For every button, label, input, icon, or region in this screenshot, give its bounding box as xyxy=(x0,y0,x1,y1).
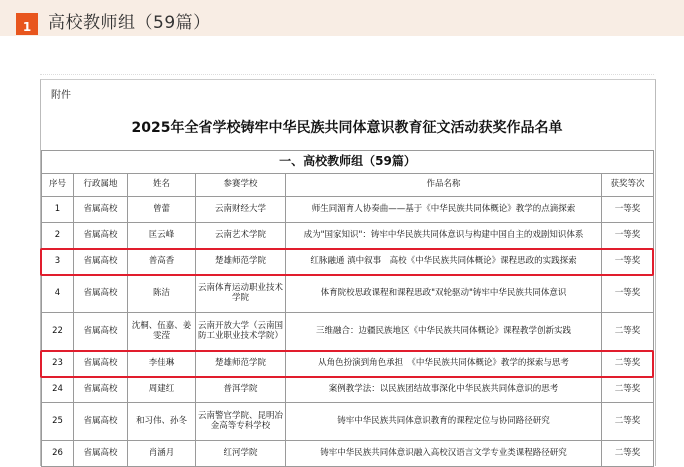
row-school: 红河学院 xyxy=(196,441,286,467)
header-work: 作品名称 xyxy=(286,174,602,197)
row-region: 省属高校 xyxy=(74,275,128,313)
row-award: 二等奖 xyxy=(602,313,654,351)
awards-table xyxy=(41,150,654,467)
row-award: 二等奖 xyxy=(602,441,654,467)
row-school: 普洱学院 xyxy=(196,377,286,403)
row-region: 省属高校 xyxy=(74,377,128,403)
row-name: 普高香 xyxy=(128,249,196,275)
group-title: 一、高校教师组（59篇） xyxy=(42,151,654,174)
row-award: 一等奖 xyxy=(602,249,654,275)
row-no: 25 xyxy=(42,403,74,441)
row-award: 二等奖 xyxy=(602,403,654,441)
row-school: 楚雄师范学院 xyxy=(196,351,286,377)
row-school: 云南艺术学院 xyxy=(196,223,286,249)
row-school: 云南体育运动职业技术学院 xyxy=(196,275,286,313)
header-school: 参赛学校 xyxy=(196,174,286,197)
row-name: 陈洁 xyxy=(128,275,196,313)
row-work: 从角色扮演到角色承担 《中华民族共同体概论》教学的探索与思考 xyxy=(286,351,602,377)
row-no: 22 xyxy=(42,313,74,351)
row-name: 匡云峰 xyxy=(128,223,196,249)
row-school: 楚雄师范学院 xyxy=(196,249,286,275)
row-name: 周建红 xyxy=(128,377,196,403)
row-award: 二等奖 xyxy=(602,351,654,377)
row-name: 沈桐、伍嘉、姜雯滢 xyxy=(128,313,196,351)
row-region: 省属高校 xyxy=(74,223,128,249)
row-award: 二等奖 xyxy=(602,377,654,403)
table-header-row xyxy=(42,174,654,197)
row-work: 三维融合：边疆民族地区《中华民族共同体概论》课程教学创新实践 xyxy=(286,313,602,351)
row-work: 铸牢中华民族共同体意识融入高校汉语言文学专业类课程路径研究 xyxy=(286,441,602,467)
header-no: 序号 xyxy=(42,174,74,197)
section-title: 高校教师组（59篇） xyxy=(48,13,211,33)
row-no: 1 xyxy=(42,197,74,223)
table-row xyxy=(42,275,654,313)
table-row xyxy=(42,403,654,441)
row-region: 省属高校 xyxy=(74,351,128,377)
table-row xyxy=(42,313,654,351)
table-row xyxy=(42,441,654,467)
table-row xyxy=(42,223,654,249)
row-work: 铸牢中华民族共同体意识教育的课程定位与协同路径研究 xyxy=(286,403,602,441)
row-region: 省属高校 xyxy=(74,403,128,441)
header-award: 获奖等次 xyxy=(602,174,654,197)
row-no: 4 xyxy=(42,275,74,313)
row-name: 李佳琳 xyxy=(128,351,196,377)
header-name: 姓名 xyxy=(128,174,196,197)
divider xyxy=(40,74,654,75)
row-school: 云南财经大学 xyxy=(196,197,286,223)
section-number-badge: 1 xyxy=(16,13,38,35)
row-award: 一等奖 xyxy=(602,197,654,223)
row-no: 3 xyxy=(42,249,74,275)
row-award: 一等奖 xyxy=(602,275,654,313)
row-work: 体育院校思政课程和课程思政"双轮驱动"铸牢中华民族共同体意识 xyxy=(286,275,602,313)
row-no: 23 xyxy=(42,351,74,377)
row-school: 云南开放大学（云南国防工业职业技术学院） xyxy=(196,313,286,351)
attachment-label: 附件 xyxy=(51,90,71,101)
highlight-box-row-3 xyxy=(40,248,654,276)
row-award: 一等奖 xyxy=(602,223,654,249)
row-no: 24 xyxy=(42,377,74,403)
row-school: 云南警官学院、昆明冶金高等专科学校 xyxy=(196,403,286,441)
row-work: 红脉融通 滇中叙事 高校《中华民族共同体概论》课程思政的实践探索 xyxy=(286,249,602,275)
row-no: 26 xyxy=(42,441,74,467)
header-region: 行政属地 xyxy=(74,174,128,197)
table-row xyxy=(42,197,654,223)
row-work: 师生同湄育人协奏曲——基于《中华民族共同体概论》教学的点滴探索 xyxy=(286,197,602,223)
document-title: 2025年全省学校铸牢中华民族共同体意识教育征文活动获奖作品名单 xyxy=(131,120,563,136)
row-region: 省属高校 xyxy=(74,249,128,275)
row-region: 省属高校 xyxy=(74,441,128,467)
row-no: 2 xyxy=(42,223,74,249)
highlight-box-row-23 xyxy=(40,350,654,378)
group-title-row xyxy=(42,151,654,174)
row-work: 案例教学法：以民族团结故事深化中华民族共同体意识的思考 xyxy=(286,377,602,403)
row-region: 省属高校 xyxy=(74,313,128,351)
row-name: 肖涵月 xyxy=(128,441,196,467)
row-name: 和习伟、孙冬 xyxy=(128,403,196,441)
row-work: 成为"国家知识"：铸牢中华民族共同体意识与构建中国自主的戏剧知识体系 xyxy=(286,223,602,249)
row-name: 曾蕾 xyxy=(128,197,196,223)
row-region: 省属高校 xyxy=(74,197,128,223)
table-row xyxy=(42,377,654,403)
